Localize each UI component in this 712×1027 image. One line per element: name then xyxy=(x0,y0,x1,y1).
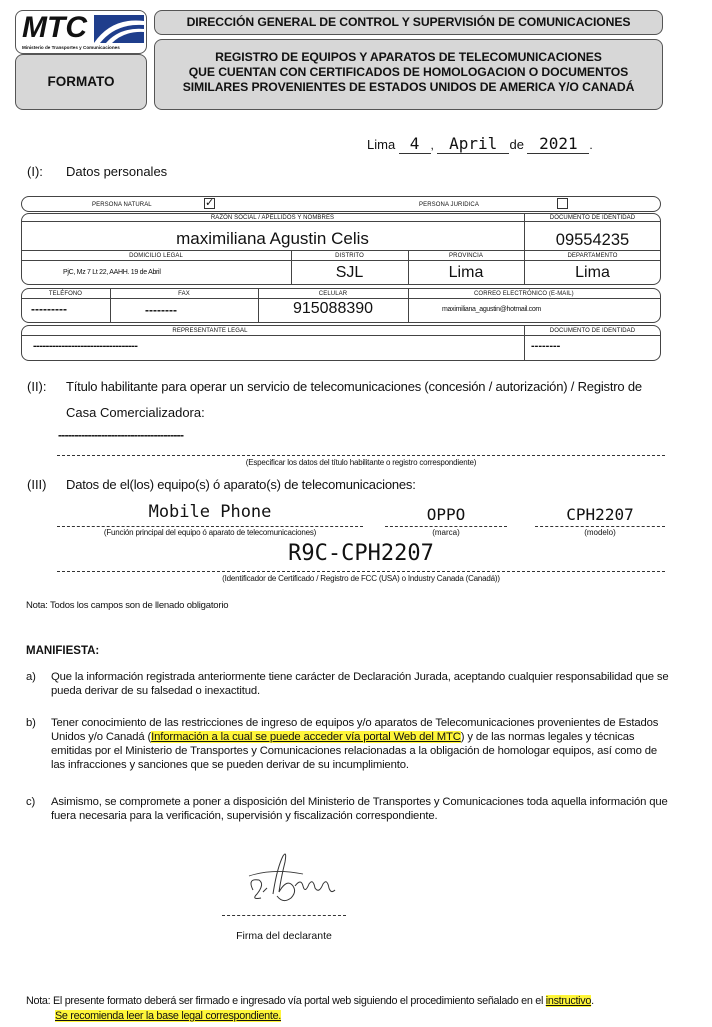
domicilio-value[interactable]: PjC, Mz 7 Lt 22, AAHH. 19 de Abril xyxy=(63,269,161,276)
funcion-value[interactable]: Mobile Phone xyxy=(148,502,272,522)
note-final-period: . xyxy=(591,995,594,1007)
section2-text-line1: Título habilitante para operar un servicio de telecomunicaciones (concesión / autorización) / Registro de xyxy=(66,379,642,394)
format-label-box xyxy=(15,54,147,110)
mtc-portal-link[interactable]: Información a la cual se puede acceder vía portal Web del MTC xyxy=(151,731,461,743)
modelo-value[interactable]: CPH2207 xyxy=(566,505,634,524)
item-b-text xyxy=(51,716,658,772)
fax-label: FAX xyxy=(178,291,190,297)
representante-value[interactable]: --------------------------------- xyxy=(33,340,138,352)
signature-label: Firma del declarante xyxy=(236,930,332,942)
title-box xyxy=(154,39,663,110)
domicilio-label: DOMICILIO LEGAL xyxy=(129,253,183,259)
persona-juridica-label: PERSONA JURIDICA xyxy=(419,202,479,208)
date-day: 4 xyxy=(409,134,420,153)
signature-line xyxy=(222,915,346,916)
note-obligatorio: Nota: Todos los campos son de llenado obligatorio xyxy=(26,600,229,611)
section2-text-line2: Casa Comercializadora: xyxy=(66,405,205,420)
section2-value[interactable]: -------------------------------------- xyxy=(58,428,184,442)
logo-subtitle: Ministerio de Transportes y Comunicaciones xyxy=(22,45,120,50)
representante-label: REPRESENTANTE LEGAL xyxy=(172,328,248,334)
section3-title: Datos de el(los) equipo(s) ó aparato(s) de telecomunicaciones: xyxy=(66,477,416,492)
direction-title: DIRECCIÓN GENERAL DE CONTROL Y SUPERVISIÓN DE COMUNICACIONES xyxy=(186,15,631,29)
fax-value[interactable]: -------- xyxy=(145,303,177,317)
section2-number: (II): xyxy=(27,379,47,394)
provincia-value[interactable]: Lima xyxy=(448,264,484,281)
note-final-text: Nota: El presente formato deberá ser firmado e ingresado vía portal web siguiendo el procedimiento señalado en el xyxy=(26,995,546,1007)
marca-value[interactable]: OPPO xyxy=(426,505,466,524)
item-a-line2: pueda derivar de su falsedad o inexactitud. xyxy=(51,685,260,697)
signature-image xyxy=(243,848,343,910)
item-c-line1: Asimismo, se compromete a poner a disposición del Ministerio de Transportes y Comunicaciones toda aquella información que xyxy=(51,796,668,808)
form-title-line3: SIMILARES PROVENIENTES DE ESTADOS UNIDOS DE AMERICA Y/O CANADÁ xyxy=(182,80,635,94)
logo-wave-icon xyxy=(94,15,144,43)
date-month-field[interactable] xyxy=(437,134,509,154)
distrito-value[interactable]: SJL xyxy=(335,264,364,281)
correo-label: CORREO ELECTRÓNICO (E-MAIL) xyxy=(474,291,574,297)
item-b-line1: Tener conocimiento de las restricciones de ingreso de equipos y/o aparatos de Telecomunicaciones provenientes de Estados xyxy=(51,717,659,729)
item-b-line2 xyxy=(51,730,658,744)
celular-label: CELULAR xyxy=(318,291,348,297)
razon-social-label: RAZÓN SOCIAL / APELLIDOS Y NOMBRES xyxy=(210,215,335,221)
date-connector: de xyxy=(509,137,525,152)
marca-caption: (marca) xyxy=(432,528,460,537)
mtc-logo xyxy=(22,13,142,49)
item-a-label: a) xyxy=(26,671,36,683)
certificado-caption: (Identificador de Certificado / Registro de FCC (USA) o Industry Canada (Canadá)) xyxy=(222,574,500,583)
note-final xyxy=(26,994,594,1008)
doc-identidad-label: DOCUMENTO DE IDENTIDAD xyxy=(549,215,636,221)
section1-title: Datos personales xyxy=(66,164,168,179)
form-title-line1: REGISTRO DE EQUIPOS Y APARATOS DE TELECOMUNICACIONES xyxy=(215,50,602,64)
item-a-line1: Que la información registrada anteriormente tiene carácter de Declaración Jurada, aceptando cualquier responsabilidad que se xyxy=(51,671,669,683)
item-b-line2-post: ) y de las normas legales y técnicas xyxy=(460,731,635,743)
date-day-field[interactable] xyxy=(399,134,431,154)
item-b-line2-pre: Unidos y/o Canadá ( xyxy=(51,731,152,743)
date-year: 2021 xyxy=(539,134,578,153)
section2-caption: (Especificar los datos del título habilitante o registro correspondiente) xyxy=(245,458,477,467)
item-b-line4: las infracciones y sanciones que se pueden derivar de su incumplimiento. xyxy=(51,759,409,771)
celular-value[interactable]: 915088390 xyxy=(292,300,374,317)
doc-identidad-value[interactable]: 09554235 xyxy=(555,231,630,249)
departamento-label: DEPARTAMENTO xyxy=(567,253,618,259)
item-c-text xyxy=(51,795,668,823)
logo-box xyxy=(15,10,147,54)
telefono-label: TELÉFONO xyxy=(48,291,83,297)
item-a-text xyxy=(51,670,669,698)
distrito-label: DISTRITO xyxy=(335,253,364,259)
departamento-value[interactable]: Lima xyxy=(575,264,610,281)
date-month: April xyxy=(449,134,498,153)
base-legal-link-wrap xyxy=(55,1009,281,1023)
section1-number: (I): xyxy=(27,164,43,179)
manifiesta-title: MANIFIESTA: xyxy=(26,645,100,657)
logo-text: MTC xyxy=(22,11,87,44)
item-c-label: c) xyxy=(26,796,36,808)
item-c-line2: fuera necesaria para la verificación, supervisión y fiscalización correspondiente. xyxy=(51,810,438,822)
section3-number: (III) xyxy=(27,477,47,492)
persona-natural-checkbox[interactable]: ✓ xyxy=(205,197,215,209)
rep-doc-label: DOCUMENTO DE IDENTIDAD xyxy=(549,328,636,334)
direction-box xyxy=(154,10,663,35)
date-year-field[interactable] xyxy=(527,134,589,154)
razon-social-value[interactable]: maximiliana Agustin Celis xyxy=(176,229,369,248)
base-legal-link[interactable]: Se recomienda leer la base legal correspondiente. xyxy=(55,1010,281,1022)
provincia-label: PROVINCIA xyxy=(449,253,483,259)
persona-natural-label: PERSONA NATURAL xyxy=(92,202,152,208)
telefono-value[interactable]: --------- xyxy=(31,302,67,316)
persona-juridica-checkbox[interactable] xyxy=(557,198,568,209)
instructivo-link[interactable]: instructivo xyxy=(545,995,592,1007)
date-line: Lima 4 , April de 2021 . xyxy=(367,134,593,153)
correo-value[interactable]: maximiliana_agustin@hotmail.com xyxy=(442,306,541,313)
item-b-line3: emitidas por el Ministerio de Transportes y Comunicaciones relacionadas a la obligación de homologar equipos, así como de xyxy=(51,745,658,757)
item-b-label: b) xyxy=(26,717,36,729)
funcion-caption: (Función principal del equipo ó aparato de telecomunicaciones) xyxy=(103,528,317,537)
date-city: Lima xyxy=(367,137,396,152)
modelo-caption: (modelo) xyxy=(584,528,616,537)
format-label: FORMATO xyxy=(47,74,115,89)
form-title-line2: QUE CUENTAN CON CERTIFICADOS DE HOMOLOGACION O DOCUMENTOS xyxy=(188,65,629,79)
certificado-value[interactable]: R9C-CPH2207 xyxy=(288,541,434,566)
rep-doc-value[interactable]: -------- xyxy=(531,340,561,352)
